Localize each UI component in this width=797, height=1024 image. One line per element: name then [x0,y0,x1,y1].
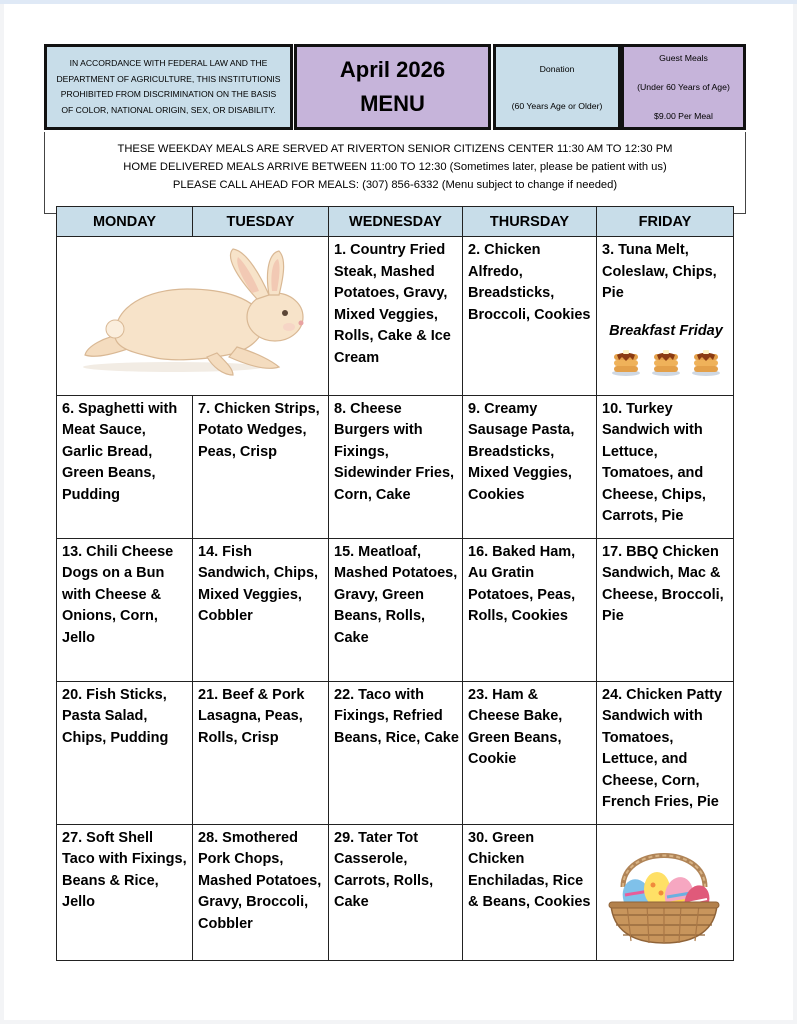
legal-notice-text: IN ACCORDANCE WITH FEDERAL LAW AND THE DEPARTMENT OF AGRICULTURE, THIS INSTITUTIONIS PROHIBITED FROM DISCRIMINATION ON THE BASIS OF COLOR, NATIONAL ORIGIN, SEX, OR DISABILITY. [56,58,281,115]
donation-label: Donation [539,64,575,74]
menu-month: April 2026 [339,57,446,82]
day-header-row [57,207,734,237]
menu-word: MENU [360,91,425,116]
day-header-tuesday: TUESDAY [193,207,329,237]
info-line-1: THESE WEEKDAY MEALS ARE SERVED AT RIVERTON SENIOR CITIZENS CENTER 11:30 AM TO 12:30 PM [117,143,673,155]
menu-cell-apr-1: 1. Country Fried Steak, Mashed Potatoes, Gravy, Mixed Veggies, Rolls, Cake & Ice Cream [329,237,463,396]
menu-cell-apr-8: 8. Cheese Burgers with Fixings, Sidewinder Fries, Corn, Cake [329,395,463,538]
legal-notice [44,44,293,130]
menu-cell-apr-9: 9. Creamy Sausage Pasta, Breadsticks, Mixed Veggies, Cookies [463,395,597,538]
guest-note: (Under 60 Years of Age) [637,82,730,92]
menu-cell-apr-21: 21. Beef & Pork Lasagna, Peas, Rolls, Crisp [193,681,329,824]
guest-meals-box [621,44,746,130]
menu-cell-apr-28: 28. Smothered Pork Chops, Mashed Potatoes, Gravy, Broccoli, Cobbler [193,824,329,961]
donation-note: (60 Years Age or Older) [511,101,603,111]
menu-cell-apr-27: 27. Soft Shell Taco with Fixings, Beans & Rice, Jello [57,824,193,961]
menu-text-apr-3: 3. Tuna Melt, Coleslaw, Chips, Pie [602,242,717,301]
menu-cell-apr-22: 22. Taco with Fixings, Refried Beans, Rice, Cake [329,681,463,824]
day-header-thursday: THURSDAY [463,207,597,237]
menu-title-box [294,44,491,130]
week-row [57,395,734,538]
menu-cell-apr-24: 24. Chicken Patty Sandwich with Tomatoes, Lettuce, and Cheese, Corn, French Fries, Pie [597,681,734,824]
menu-cell-apr-3 [597,237,734,396]
day-header-monday: MONDAY [57,207,193,237]
week-row [57,237,734,396]
menu-cell-apr-14: 14. Fish Sandwich, Chips, Mixed Veggies, Cobbler [193,538,329,681]
pancake-icon [611,350,641,376]
meal-info [44,132,746,214]
menu-cell-apr-20: 20. Fish Sticks, Pasta Salad, Chips, Pudding [57,681,193,824]
menu-cell-apr-30: 30. Green Chicken Enchiladas, Rice & Beans, Cookies [463,824,597,961]
menu-cell-apr-6: 6. Spaghetti with Meat Sauce, Garlic Bread, Green Beans, Pudding [57,395,193,538]
easter-basket-cell [597,824,734,961]
week-row [57,681,734,824]
menu-cell-apr-17: 17. BBQ Chicken Sandwich, Mac & Cheese, Broccoli, Pie [597,538,734,681]
week-row [57,538,734,681]
bunny-cell [57,237,329,396]
day-header-friday: FRIDAY [597,207,734,237]
donation-box [493,44,621,130]
menu-calendar [56,206,734,961]
info-line-3: PLEASE CALL AHEAD FOR MEALS: (307) 856-6332 (Menu subject to change if needed) [172,179,618,191]
week-row [57,824,734,961]
menu-cell-apr-7: 7. Chicken Strips, Potato Wedges, Peas, Crisp [193,395,329,538]
guest-price: $9.00 Per Meal [654,111,713,121]
info-line-2: HOME DELIVERED MEALS ARRIVE BETWEEN 11:00 TO 12:30 (Sometimes later, please be patient with us) [123,161,667,173]
pancake-icon [691,350,721,376]
day-header-wednesday: WEDNESDAY [329,207,463,237]
menu-cell-apr-15: 15. Meatloaf, Mashed Potatoes, Gravy, Green Beans, Rolls, Cake [329,538,463,681]
menu-cell-apr-13: 13. Chili Cheese Dogs on a Bun with Cheese & Onions, Corn, Jello [57,538,193,681]
breakfast-friday-label: Breakfast Friday [609,322,723,339]
menu-cell-apr-16: 16. Baked Ham, Au Gratin Potatoes, Peas, Rolls, Cookies [463,538,597,681]
easter-basket-illustration [597,825,731,953]
menu-cell-apr-2: 2. Chicken Alfredo, Breadsticks, Broccoli, Cookies [463,237,597,396]
pancake-icons [602,350,730,376]
menu-cell-apr-10: 10. Turkey Sandwich with Lettuce, Tomatoes, and Cheese, Chips, Carrots, Pie [597,395,734,538]
bunny-illustration [57,237,329,387]
menu-cell-apr-29: 29. Tater Tot Casserole, Carrots, Rolls, Cake [329,824,463,961]
pancake-icon [651,350,681,376]
menu-cell-apr-23: 23. Ham & Cheese Bake, Green Beans, Cookie [463,681,597,824]
guest-label: Guest Meals [659,53,708,63]
